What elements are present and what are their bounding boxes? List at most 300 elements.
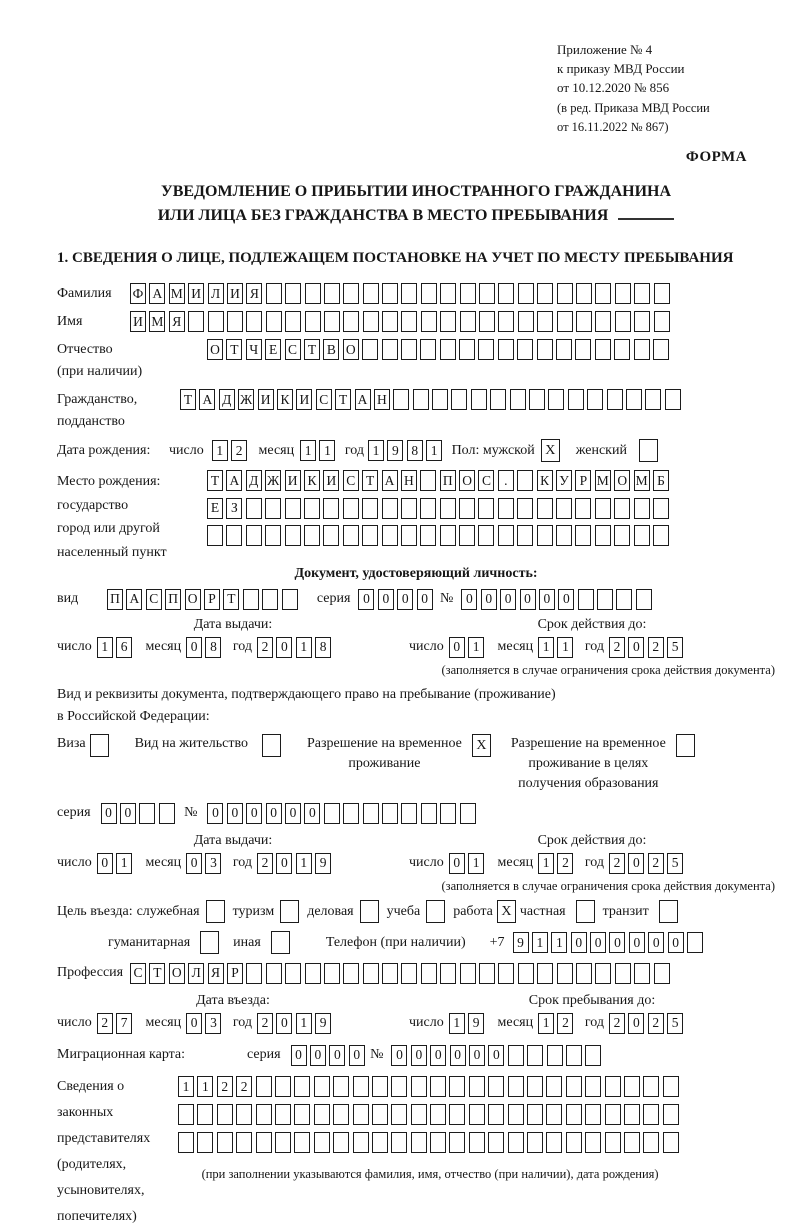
char-cell[interactable] bbox=[294, 1132, 310, 1153]
char-cell[interactable]: 7 bbox=[116, 1013, 132, 1034]
char-cell[interactable] bbox=[653, 498, 669, 519]
char-cell[interactable] bbox=[246, 963, 262, 984]
char-cell[interactable] bbox=[616, 589, 632, 610]
char-cell[interactable]: 0 bbox=[628, 1013, 644, 1034]
char-cell[interactable] bbox=[537, 311, 553, 332]
char-cell[interactable]: 2 bbox=[257, 1013, 273, 1034]
char-cell[interactable] bbox=[266, 311, 282, 332]
char-cell[interactable] bbox=[459, 525, 475, 546]
char-cell[interactable] bbox=[557, 963, 573, 984]
char-cell[interactable] bbox=[510, 389, 526, 410]
char-cell[interactable] bbox=[393, 389, 409, 410]
char-cell[interactable] bbox=[546, 1132, 562, 1153]
char-cell[interactable]: 2 bbox=[257, 637, 273, 658]
char-cell[interactable]: 0 bbox=[349, 1045, 365, 1066]
char-cell[interactable]: 0 bbox=[266, 803, 282, 824]
char-cell[interactable]: 0 bbox=[97, 853, 113, 874]
residence-permit-checkbox[interactable] bbox=[262, 734, 281, 757]
char-cell[interactable] bbox=[362, 525, 378, 546]
char-cell[interactable]: 1 bbox=[538, 637, 554, 658]
char-cell[interactable] bbox=[478, 498, 494, 519]
char-cell[interactable]: 1 bbox=[319, 440, 335, 461]
char-cell[interactable] bbox=[236, 1132, 252, 1153]
char-cell[interactable] bbox=[595, 498, 611, 519]
char-cell[interactable] bbox=[595, 963, 611, 984]
char-cell[interactable]: 0 bbox=[449, 853, 465, 874]
char-cell[interactable]: 0 bbox=[276, 1013, 292, 1034]
char-cell[interactable] bbox=[363, 963, 379, 984]
char-cell[interactable] bbox=[615, 311, 631, 332]
char-cell[interactable]: 2 bbox=[557, 853, 573, 874]
char-cell[interactable]: Я bbox=[246, 283, 262, 304]
char-cell[interactable] bbox=[665, 389, 681, 410]
char-cell[interactable] bbox=[576, 963, 592, 984]
char-cell[interactable] bbox=[391, 1104, 407, 1125]
char-cell[interactable] bbox=[353, 1104, 369, 1125]
char-cell[interactable] bbox=[634, 525, 650, 546]
char-cell[interactable]: 6 bbox=[116, 637, 132, 658]
char-cell[interactable] bbox=[226, 525, 242, 546]
char-cell[interactable]: М bbox=[149, 311, 165, 332]
char-cell[interactable]: Ж bbox=[238, 389, 254, 410]
char-cell[interactable] bbox=[634, 498, 650, 519]
char-cell[interactable]: 0 bbox=[628, 853, 644, 874]
char-cell[interactable]: 2 bbox=[557, 1013, 573, 1034]
char-cell[interactable] bbox=[282, 589, 298, 610]
char-cell[interactable]: 1 bbox=[178, 1076, 194, 1097]
char-cell[interactable] bbox=[449, 1076, 465, 1097]
char-cell[interactable] bbox=[285, 963, 301, 984]
char-cell[interactable] bbox=[566, 1104, 582, 1125]
char-cell[interactable]: 0 bbox=[449, 637, 465, 658]
char-cell[interactable] bbox=[401, 803, 417, 824]
char-cell[interactable]: 9 bbox=[468, 1013, 484, 1034]
char-cell[interactable] bbox=[634, 283, 650, 304]
char-cell[interactable] bbox=[285, 283, 301, 304]
char-cell[interactable]: 2 bbox=[648, 853, 664, 874]
char-cell[interactable]: 1 bbox=[538, 853, 554, 874]
char-cell[interactable] bbox=[421, 963, 437, 984]
char-cell[interactable]: 0 bbox=[291, 1045, 307, 1066]
char-cell[interactable] bbox=[498, 498, 514, 519]
char-cell[interactable]: 1 bbox=[197, 1076, 213, 1097]
char-cell[interactable] bbox=[314, 1132, 330, 1153]
char-cell[interactable] bbox=[197, 1132, 213, 1153]
char-cell[interactable]: Ф bbox=[130, 283, 146, 304]
char-cell[interactable]: 2 bbox=[257, 853, 273, 874]
char-cell[interactable] bbox=[275, 1132, 291, 1153]
char-cell[interactable]: Л bbox=[208, 283, 224, 304]
char-cell[interactable]: В bbox=[323, 339, 339, 360]
char-cell[interactable] bbox=[266, 963, 282, 984]
char-cell[interactable]: О bbox=[207, 339, 223, 360]
char-cell[interactable]: . bbox=[498, 470, 514, 491]
char-cell[interactable] bbox=[566, 1045, 582, 1066]
char-cell[interactable]: 0 bbox=[629, 932, 645, 953]
char-cell[interactable]: Д bbox=[219, 389, 235, 410]
char-cell[interactable] bbox=[460, 283, 476, 304]
char-cell[interactable] bbox=[595, 311, 611, 332]
char-cell[interactable] bbox=[275, 1076, 291, 1097]
char-cell[interactable] bbox=[459, 339, 475, 360]
char-cell[interactable] bbox=[256, 1104, 272, 1125]
char-cell[interactable]: Р bbox=[204, 589, 220, 610]
char-cell[interactable] bbox=[266, 283, 282, 304]
char-cell[interactable]: 9 bbox=[513, 932, 529, 953]
char-cell[interactable] bbox=[401, 283, 417, 304]
purpose-study-checkbox[interactable] bbox=[426, 900, 445, 923]
char-cell[interactable] bbox=[256, 1132, 272, 1153]
char-cell[interactable] bbox=[595, 339, 611, 360]
char-cell[interactable] bbox=[440, 339, 456, 360]
char-cell[interactable] bbox=[607, 389, 623, 410]
char-cell[interactable] bbox=[411, 1104, 427, 1125]
char-cell[interactable] bbox=[614, 525, 630, 546]
char-cell[interactable] bbox=[413, 389, 429, 410]
char-cell[interactable]: Т bbox=[362, 470, 378, 491]
char-cell[interactable]: 5 bbox=[667, 637, 683, 658]
char-cell[interactable]: 0 bbox=[450, 1045, 466, 1066]
char-cell[interactable] bbox=[634, 339, 650, 360]
char-cell[interactable]: 0 bbox=[571, 932, 587, 953]
female-checkbox[interactable] bbox=[639, 439, 658, 462]
char-cell[interactable] bbox=[363, 803, 379, 824]
char-cell[interactable] bbox=[314, 1076, 330, 1097]
char-cell[interactable] bbox=[411, 1076, 427, 1097]
char-cell[interactable] bbox=[479, 311, 495, 332]
char-cell[interactable]: 1 bbox=[296, 637, 312, 658]
char-cell[interactable] bbox=[262, 589, 278, 610]
char-cell[interactable] bbox=[663, 1132, 679, 1153]
char-cell[interactable] bbox=[529, 389, 545, 410]
char-cell[interactable] bbox=[285, 311, 301, 332]
char-cell[interactable] bbox=[478, 339, 494, 360]
char-cell[interactable]: 0 bbox=[310, 1045, 326, 1066]
char-cell[interactable] bbox=[430, 1104, 446, 1125]
char-cell[interactable]: 0 bbox=[481, 589, 497, 610]
char-cell[interactable] bbox=[595, 525, 611, 546]
char-cell[interactable] bbox=[391, 1076, 407, 1097]
char-cell[interactable] bbox=[517, 470, 533, 491]
char-cell[interactable]: 0 bbox=[186, 1013, 202, 1034]
char-cell[interactable] bbox=[440, 803, 456, 824]
char-cell[interactable]: 0 bbox=[500, 589, 516, 610]
char-cell[interactable]: Т bbox=[304, 339, 320, 360]
char-cell[interactable] bbox=[615, 283, 631, 304]
temp-residence-education-checkbox[interactable] bbox=[676, 734, 695, 757]
char-cell[interactable] bbox=[634, 963, 650, 984]
purpose-work-checkbox[interactable]: X bbox=[497, 900, 516, 923]
char-cell[interactable] bbox=[372, 1076, 388, 1097]
char-cell[interactable] bbox=[382, 283, 398, 304]
char-cell[interactable]: С bbox=[478, 470, 494, 491]
char-cell[interactable]: 3 bbox=[205, 1013, 221, 1034]
char-cell[interactable] bbox=[518, 283, 534, 304]
visa-checkbox[interactable] bbox=[90, 734, 109, 757]
char-cell[interactable] bbox=[217, 1104, 233, 1125]
char-cell[interactable] bbox=[488, 1132, 504, 1153]
char-cell[interactable]: Я bbox=[208, 963, 224, 984]
char-cell[interactable] bbox=[636, 589, 652, 610]
char-cell[interactable]: Т bbox=[223, 589, 239, 610]
char-cell[interactable]: А bbox=[149, 283, 165, 304]
purpose-private-checkbox[interactable] bbox=[576, 900, 595, 923]
char-cell[interactable] bbox=[478, 525, 494, 546]
char-cell[interactable] bbox=[440, 963, 456, 984]
char-cell[interactable]: 1 bbox=[296, 1013, 312, 1034]
char-cell[interactable]: М bbox=[169, 283, 185, 304]
char-cell[interactable] bbox=[643, 1076, 659, 1097]
char-cell[interactable]: О bbox=[459, 470, 475, 491]
char-cell[interactable]: Л bbox=[188, 963, 204, 984]
char-cell[interactable]: Р bbox=[227, 963, 243, 984]
char-cell[interactable] bbox=[585, 1045, 601, 1066]
char-cell[interactable] bbox=[517, 525, 533, 546]
char-cell[interactable] bbox=[440, 311, 456, 332]
char-cell[interactable] bbox=[343, 311, 359, 332]
char-cell[interactable]: 0 bbox=[520, 589, 536, 610]
char-cell[interactable]: 3 bbox=[205, 853, 221, 874]
char-cell[interactable] bbox=[304, 525, 320, 546]
char-cell[interactable] bbox=[605, 1132, 621, 1153]
char-cell[interactable] bbox=[440, 498, 456, 519]
char-cell[interactable] bbox=[363, 311, 379, 332]
char-cell[interactable] bbox=[178, 1132, 194, 1153]
char-cell[interactable] bbox=[294, 1104, 310, 1125]
char-cell[interactable] bbox=[566, 1076, 582, 1097]
char-cell[interactable] bbox=[498, 339, 514, 360]
char-cell[interactable] bbox=[353, 1076, 369, 1097]
char-cell[interactable]: 0 bbox=[186, 853, 202, 874]
char-cell[interactable] bbox=[324, 283, 340, 304]
char-cell[interactable]: Т bbox=[335, 389, 351, 410]
char-cell[interactable]: Д bbox=[246, 470, 262, 491]
char-cell[interactable]: С bbox=[285, 339, 301, 360]
char-cell[interactable] bbox=[246, 498, 262, 519]
char-cell[interactable] bbox=[420, 470, 436, 491]
char-cell[interactable] bbox=[575, 339, 591, 360]
char-cell[interactable]: 0 bbox=[648, 932, 664, 953]
char-cell[interactable] bbox=[548, 389, 564, 410]
char-cell[interactable]: 0 bbox=[101, 803, 117, 824]
char-cell[interactable]: 2 bbox=[648, 1013, 664, 1034]
char-cell[interactable]: 1 bbox=[368, 440, 384, 461]
char-cell[interactable] bbox=[576, 283, 592, 304]
char-cell[interactable] bbox=[479, 963, 495, 984]
char-cell[interactable] bbox=[537, 525, 553, 546]
char-cell[interactable] bbox=[139, 803, 155, 824]
char-cell[interactable]: О bbox=[343, 339, 359, 360]
char-cell[interactable]: 0 bbox=[358, 589, 374, 610]
char-cell[interactable] bbox=[546, 1104, 562, 1125]
char-cell[interactable] bbox=[626, 389, 642, 410]
char-cell[interactable] bbox=[323, 525, 339, 546]
char-cell[interactable] bbox=[508, 1045, 524, 1066]
char-cell[interactable] bbox=[188, 311, 204, 332]
char-cell[interactable] bbox=[305, 963, 321, 984]
char-cell[interactable]: 2 bbox=[97, 1013, 113, 1034]
char-cell[interactable]: 1 bbox=[300, 440, 316, 461]
char-cell[interactable] bbox=[323, 498, 339, 519]
char-cell[interactable] bbox=[527, 1132, 543, 1153]
char-cell[interactable] bbox=[363, 283, 379, 304]
char-cell[interactable] bbox=[304, 498, 320, 519]
char-cell[interactable]: Е bbox=[207, 498, 223, 519]
char-cell[interactable]: 0 bbox=[397, 589, 413, 610]
char-cell[interactable] bbox=[566, 1132, 582, 1153]
char-cell[interactable]: Е bbox=[265, 339, 281, 360]
char-cell[interactable] bbox=[557, 283, 573, 304]
char-cell[interactable] bbox=[333, 1132, 349, 1153]
char-cell[interactable]: 0 bbox=[120, 803, 136, 824]
char-cell[interactable] bbox=[653, 339, 669, 360]
char-cell[interactable]: Т bbox=[207, 470, 223, 491]
char-cell[interactable] bbox=[663, 1104, 679, 1125]
char-cell[interactable] bbox=[546, 1076, 562, 1097]
char-cell[interactable] bbox=[421, 283, 437, 304]
char-cell[interactable]: 8 bbox=[315, 637, 331, 658]
char-cell[interactable] bbox=[568, 389, 584, 410]
char-cell[interactable] bbox=[265, 498, 281, 519]
char-cell[interactable]: 5 bbox=[667, 853, 683, 874]
char-cell[interactable] bbox=[527, 1045, 543, 1066]
char-cell[interactable] bbox=[585, 1132, 601, 1153]
char-cell[interactable]: Н bbox=[401, 470, 417, 491]
char-cell[interactable] bbox=[391, 1132, 407, 1153]
char-cell[interactable]: 0 bbox=[430, 1045, 446, 1066]
char-cell[interactable] bbox=[382, 311, 398, 332]
char-cell[interactable] bbox=[178, 1104, 194, 1125]
char-cell[interactable]: А bbox=[355, 389, 371, 410]
char-cell[interactable] bbox=[305, 283, 321, 304]
char-cell[interactable]: 0 bbox=[276, 637, 292, 658]
char-cell[interactable] bbox=[324, 803, 340, 824]
char-cell[interactable]: Т bbox=[149, 963, 165, 984]
char-cell[interactable] bbox=[643, 1104, 659, 1125]
char-cell[interactable] bbox=[343, 498, 359, 519]
char-cell[interactable]: 1 bbox=[557, 637, 573, 658]
char-cell[interactable]: Т bbox=[226, 339, 242, 360]
char-cell[interactable]: 0 bbox=[558, 589, 574, 610]
char-cell[interactable] bbox=[469, 1076, 485, 1097]
char-cell[interactable] bbox=[614, 498, 630, 519]
char-cell[interactable] bbox=[362, 339, 378, 360]
char-cell[interactable] bbox=[432, 389, 448, 410]
char-cell[interactable]: 8 bbox=[205, 637, 221, 658]
char-cell[interactable]: Б bbox=[653, 470, 669, 491]
char-cell[interactable] bbox=[324, 963, 340, 984]
char-cell[interactable]: 0 bbox=[590, 932, 606, 953]
char-cell[interactable] bbox=[490, 389, 506, 410]
char-cell[interactable]: О bbox=[185, 589, 201, 610]
char-cell[interactable]: 1 bbox=[296, 853, 312, 874]
char-cell[interactable] bbox=[401, 525, 417, 546]
char-cell[interactable] bbox=[527, 1076, 543, 1097]
char-cell[interactable] bbox=[401, 498, 417, 519]
char-cell[interactable] bbox=[343, 283, 359, 304]
char-cell[interactable] bbox=[634, 311, 650, 332]
char-cell[interactable] bbox=[537, 339, 553, 360]
char-cell[interactable]: 0 bbox=[628, 637, 644, 658]
char-cell[interactable]: Ч bbox=[246, 339, 262, 360]
char-cell[interactable]: 0 bbox=[411, 1045, 427, 1066]
char-cell[interactable]: 0 bbox=[469, 1045, 485, 1066]
char-cell[interactable]: 9 bbox=[315, 853, 331, 874]
char-cell[interactable]: А bbox=[199, 389, 215, 410]
char-cell[interactable] bbox=[314, 1104, 330, 1125]
char-cell[interactable] bbox=[687, 932, 703, 953]
char-cell[interactable]: 1 bbox=[468, 637, 484, 658]
char-cell[interactable]: А bbox=[226, 470, 242, 491]
char-cell[interactable] bbox=[159, 803, 175, 824]
char-cell[interactable] bbox=[440, 525, 456, 546]
char-cell[interactable]: 1 bbox=[449, 1013, 465, 1034]
char-cell[interactable] bbox=[547, 1045, 563, 1066]
char-cell[interactable]: 0 bbox=[461, 589, 477, 610]
char-cell[interactable]: Т bbox=[180, 389, 196, 410]
char-cell[interactable] bbox=[469, 1104, 485, 1125]
char-cell[interactable] bbox=[508, 1076, 524, 1097]
char-cell[interactable] bbox=[420, 525, 436, 546]
char-cell[interactable]: И bbox=[258, 389, 274, 410]
char-cell[interactable] bbox=[460, 311, 476, 332]
char-cell[interactable]: 1 bbox=[468, 853, 484, 874]
purpose-humanitarian-checkbox[interactable] bbox=[200, 931, 219, 954]
char-cell[interactable] bbox=[449, 1132, 465, 1153]
char-cell[interactable]: У bbox=[556, 470, 572, 491]
char-cell[interactable] bbox=[285, 498, 301, 519]
char-cell[interactable] bbox=[576, 311, 592, 332]
purpose-business-checkbox[interactable] bbox=[360, 900, 379, 923]
char-cell[interactable] bbox=[275, 1104, 291, 1125]
char-cell[interactable] bbox=[614, 339, 630, 360]
char-cell[interactable]: 0 bbox=[227, 803, 243, 824]
char-cell[interactable] bbox=[401, 963, 417, 984]
char-cell[interactable]: С bbox=[343, 470, 359, 491]
char-cell[interactable]: Ж bbox=[265, 470, 281, 491]
char-cell[interactable] bbox=[243, 589, 259, 610]
char-cell[interactable] bbox=[595, 283, 611, 304]
char-cell[interactable]: 2 bbox=[609, 637, 625, 658]
char-cell[interactable] bbox=[645, 389, 661, 410]
char-cell[interactable] bbox=[498, 311, 514, 332]
char-cell[interactable] bbox=[305, 311, 321, 332]
char-cell[interactable] bbox=[537, 283, 553, 304]
char-cell[interactable] bbox=[372, 1104, 388, 1125]
char-cell[interactable] bbox=[518, 311, 534, 332]
char-cell[interactable] bbox=[372, 1132, 388, 1153]
char-cell[interactable] bbox=[585, 1104, 601, 1125]
char-cell[interactable] bbox=[420, 498, 436, 519]
char-cell[interactable] bbox=[517, 498, 533, 519]
char-cell[interactable]: И bbox=[227, 283, 243, 304]
char-cell[interactable]: 0 bbox=[304, 803, 320, 824]
char-cell[interactable] bbox=[654, 311, 670, 332]
char-cell[interactable] bbox=[382, 339, 398, 360]
char-cell[interactable]: 0 bbox=[488, 1045, 504, 1066]
char-cell[interactable]: О bbox=[614, 470, 630, 491]
char-cell[interactable] bbox=[430, 1076, 446, 1097]
char-cell[interactable] bbox=[430, 1132, 446, 1153]
char-cell[interactable] bbox=[449, 1104, 465, 1125]
male-checkbox[interactable]: X bbox=[541, 439, 560, 462]
char-cell[interactable]: 1 bbox=[426, 440, 442, 461]
char-cell[interactable] bbox=[597, 589, 613, 610]
char-cell[interactable] bbox=[624, 1104, 640, 1125]
char-cell[interactable] bbox=[246, 525, 262, 546]
char-cell[interactable] bbox=[498, 283, 514, 304]
char-cell[interactable]: 9 bbox=[387, 440, 403, 461]
